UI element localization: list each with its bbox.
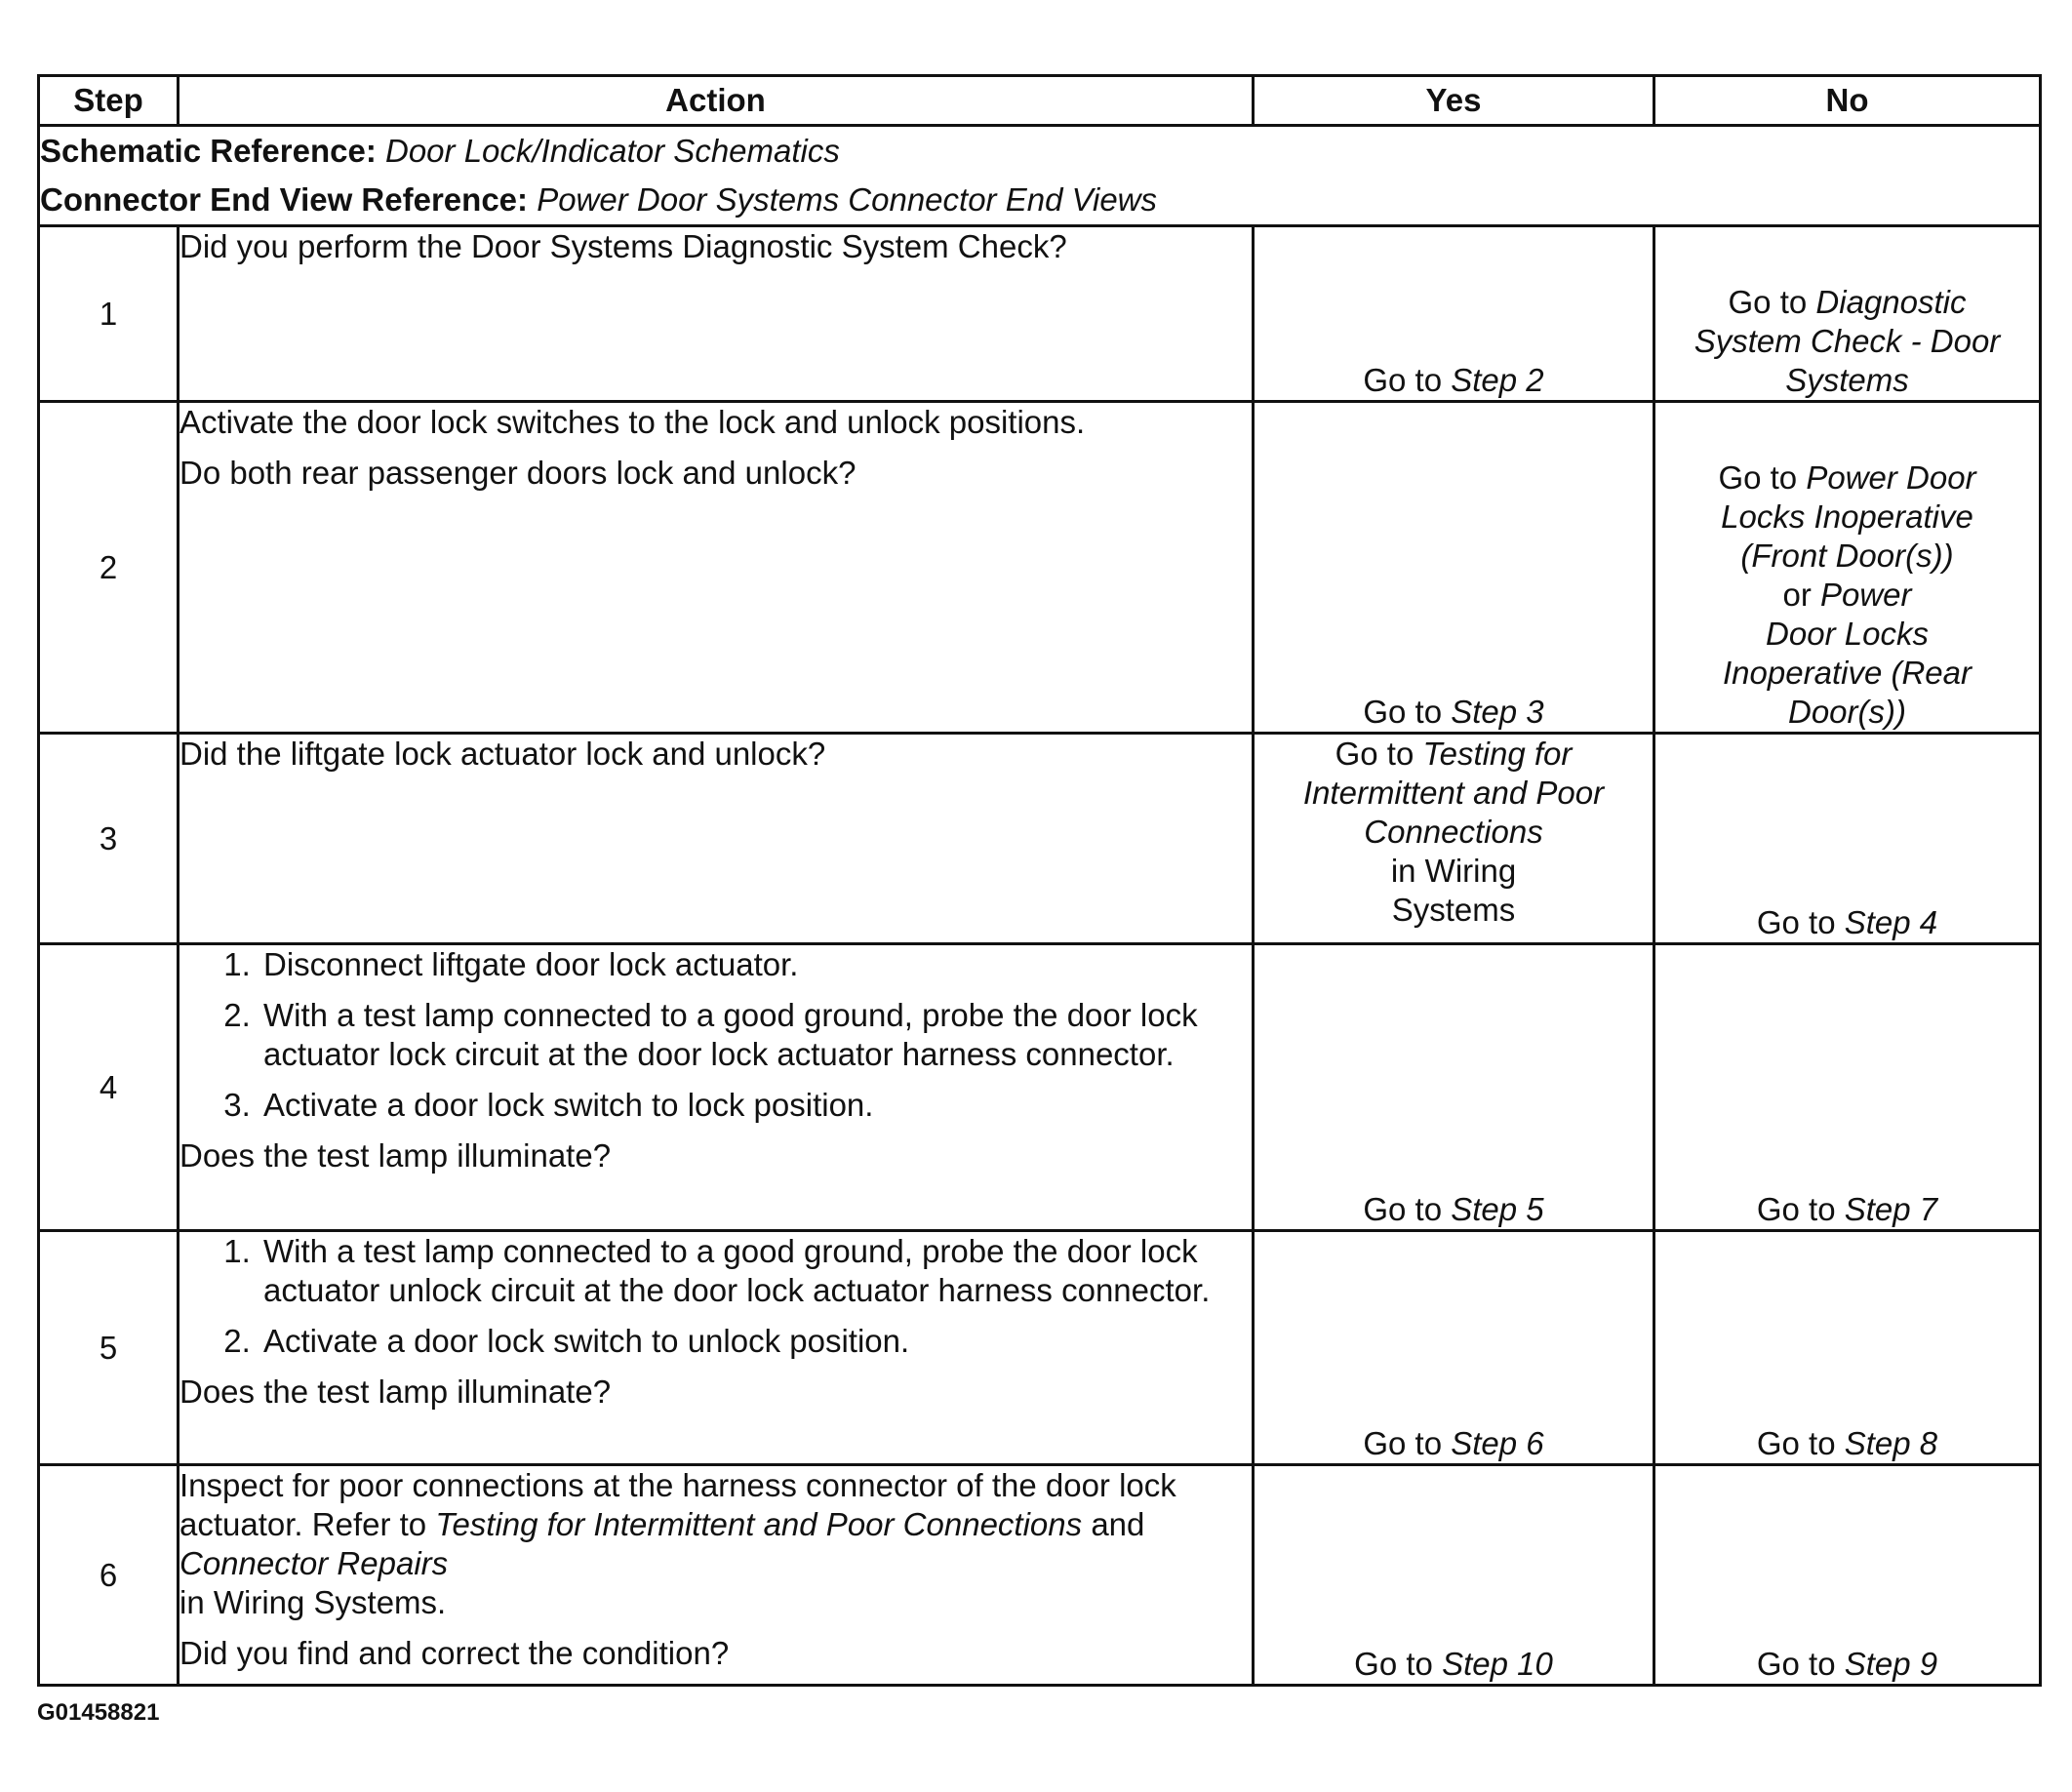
step-number: 3 — [39, 734, 179, 944]
yes-prefix: Go to — [1335, 736, 1415, 772]
action-text-part: Inspect for poor connections at the harness connector of the door lock actuator. Refer to — [179, 1467, 1176, 1542]
action-cell — [179, 1231, 1254, 1465]
table-row — [39, 226, 2041, 402]
connector-reference-link[interactable]: Power Door Systems Connector End Views — [537, 181, 1158, 218]
header-yes: Yes — [1254, 76, 1654, 126]
action-question: Does the test lamp illuminate? — [179, 1137, 612, 1174]
action-cell — [179, 226, 1254, 402]
no-cell — [1654, 226, 2041, 402]
reference-row — [39, 126, 2041, 226]
no-cell — [1654, 944, 2041, 1231]
yes-prefix: Go to — [1363, 362, 1443, 398]
no-step-link[interactable]: Step 4 — [1844, 904, 1938, 940]
no-link-part[interactable]: Systems — [1785, 362, 1909, 398]
yes-cell — [1254, 402, 1654, 734]
diagnostic-table — [37, 74, 2042, 1687]
header-no: No — [1654, 76, 2041, 126]
no-link-part[interactable]: Power Door — [1806, 459, 1976, 496]
table-row — [39, 734, 2041, 944]
action-cell — [179, 944, 1254, 1231]
header-action: Action — [179, 76, 1254, 126]
yes-step-link[interactable]: Step 10 — [1442, 1646, 1553, 1682]
no-link-part[interactable]: Locks Inoperative — [1721, 498, 1973, 535]
testing-intermittent-link[interactable]: Testing for Intermittent and Poor Connections — [435, 1506, 1083, 1542]
action-cell — [179, 402, 1254, 734]
list-item: 3. Activate a door lock switch to lock position. — [259, 1086, 1252, 1125]
step-number: 1 — [39, 226, 179, 402]
action-question: Did you perform the Door Systems Diagnostic System Check? — [179, 228, 1067, 264]
yes-link-part[interactable]: Connections — [1364, 814, 1543, 850]
table-row — [39, 402, 2041, 734]
yes-step-link[interactable]: Step 6 — [1451, 1425, 1544, 1461]
yes-prefix: Go to — [1363, 694, 1443, 730]
list-item: 1. With a test lamp connected to a good ground, probe the door lock actuator unlock circuit at the door lock actuator harness connector. — [259, 1232, 1252, 1310]
no-step-link[interactable]: Step 7 — [1844, 1191, 1938, 1227]
yes-step-link[interactable]: Step 3 — [1451, 694, 1544, 730]
yes-link-part[interactable]: Testing for — [1422, 736, 1573, 772]
no-link-part[interactable]: Diagnostic — [1815, 284, 1967, 320]
no-prefix: Go to — [1728, 284, 1808, 320]
header-row — [39, 76, 2041, 126]
yes-prefix: Go to — [1363, 1191, 1443, 1227]
no-or: or — [1782, 577, 1812, 613]
no-link-part[interactable]: Door(s)) — [1788, 694, 1906, 730]
action-steps-list — [179, 945, 1252, 1125]
yes-prefix: Go to — [1363, 1425, 1443, 1461]
no-cell — [1654, 734, 2041, 944]
no-prefix: Go to — [1756, 1191, 1836, 1227]
step-number: 6 — [39, 1465, 179, 1686]
yes-suffix: in Wiring — [1390, 853, 1517, 889]
no-cell — [1654, 1231, 2041, 1465]
no-step-link[interactable]: Step 8 — [1844, 1425, 1938, 1461]
schematic-reference-label: Schematic Reference: — [40, 133, 377, 169]
action-question: Did the liftgate lock actuator lock and unlock? — [179, 736, 826, 772]
connector-reference-label: Connector End View Reference: — [40, 181, 529, 218]
table-row — [39, 944, 2041, 1231]
step-number: 5 — [39, 1231, 179, 1465]
no-prefix: Go to — [1718, 459, 1798, 496]
no-link-part[interactable]: (Front Door(s)) — [1740, 538, 1954, 574]
yes-cell — [1254, 944, 1654, 1231]
schematic-reference-link[interactable]: Door Lock/Indicator Schematics — [385, 133, 840, 169]
figure-id: G01458821 — [37, 1699, 160, 1726]
no-link-part[interactable]: Power — [1819, 577, 1912, 613]
action-text-part: and — [1091, 1506, 1145, 1542]
list-item: 1. Disconnect liftgate door lock actuator. — [259, 945, 1252, 984]
connector-reference — [40, 176, 2039, 224]
no-prefix: Go to — [1756, 1646, 1836, 1682]
yes-suffix: Systems — [1391, 892, 1516, 928]
no-link-part[interactable]: Inoperative (Rear — [1723, 655, 1972, 691]
table-row — [39, 1465, 2041, 1686]
no-step-link[interactable]: Step 9 — [1844, 1646, 1938, 1682]
schematic-reference — [40, 127, 2039, 176]
no-link-part[interactable]: System Check - Door — [1693, 323, 2001, 359]
yes-link-part[interactable]: Intermittent and Poor — [1302, 775, 1605, 811]
no-link-part[interactable]: Door Locks — [1766, 616, 1929, 652]
yes-cell — [1254, 1465, 1654, 1686]
action-text — [179, 1466, 1252, 1622]
action-steps-list — [179, 1232, 1252, 1361]
yes-cell — [1254, 734, 1654, 944]
table-row — [39, 1231, 2041, 1465]
no-prefix: Go to — [1756, 1425, 1836, 1461]
step-number: 2 — [39, 402, 179, 734]
list-item: 2. Activate a door lock switch to unlock position. — [259, 1322, 1252, 1361]
action-question: Do both rear passenger doors lock and unlock? — [179, 455, 857, 491]
yes-step-link[interactable]: Step 2 — [1451, 362, 1544, 398]
action-text: Activate the door lock switches to the lock and unlock positions. — [179, 404, 1086, 440]
action-cell — [179, 1465, 1254, 1686]
action-cell — [179, 734, 1254, 944]
no-prefix: Go to — [1756, 904, 1836, 940]
yes-prefix: Go to — [1354, 1646, 1433, 1682]
action-text-part: in Wiring Systems. — [179, 1584, 447, 1620]
list-item: 2. With a test lamp connected to a good ground, probe the door lock actuator lock circuit at the door lock actuator harness connector. — [259, 996, 1252, 1074]
step-number: 4 — [39, 944, 179, 1231]
no-cell — [1654, 1465, 2041, 1686]
connector-repairs-link[interactable]: Connector Repairs — [179, 1545, 449, 1581]
header-step: Step — [39, 76, 179, 126]
yes-cell — [1254, 226, 1654, 402]
reference-cell — [39, 126, 2041, 226]
yes-cell — [1254, 1231, 1654, 1465]
yes-step-link[interactable]: Step 5 — [1451, 1191, 1544, 1227]
no-cell — [1654, 402, 2041, 734]
action-question: Did you find and correct the condition? — [179, 1635, 730, 1671]
action-question: Does the test lamp illuminate? — [179, 1374, 612, 1410]
